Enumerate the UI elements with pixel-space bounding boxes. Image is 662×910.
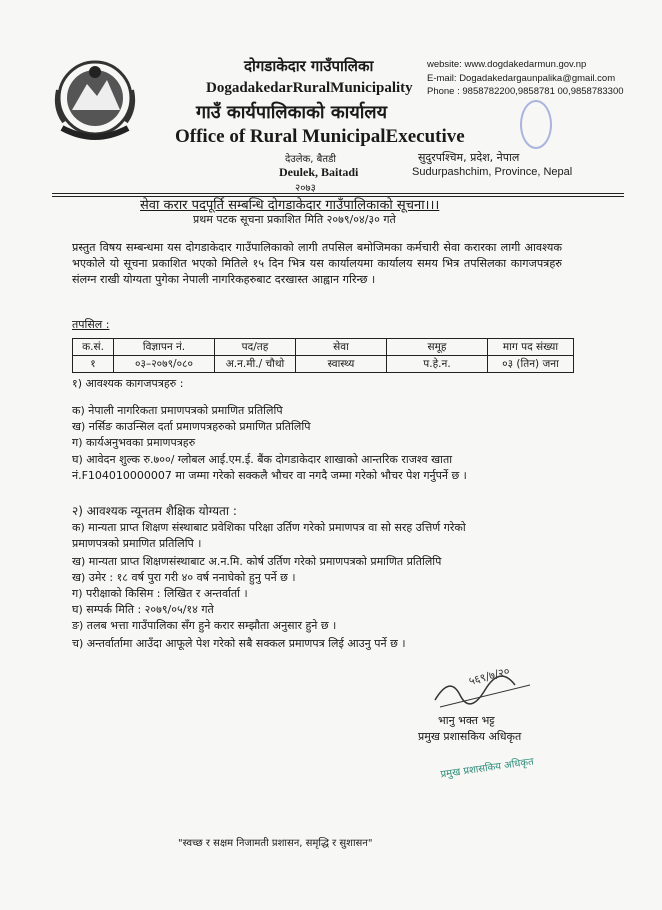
official-seal-text: प्रमुख प्रशासकिय अधिकृत [439, 756, 535, 781]
website-text: website: www.dogdakedarmun.gov.np [427, 59, 587, 70]
table-header-cell: माग पद संख्या [488, 339, 574, 356]
list-item: नं.F104010000007 मा जम्मा गरेको सक्कलै भौचर वा नगदै जम्मा गरेको भौचर पेश गर्नुपर्ने छ । [72, 469, 467, 482]
list-item: ग) कार्यअनुभवका प्रमाणपत्रहरु [72, 436, 196, 449]
list-item: घ) आवेदन शुल्क रु.७००/ ग्लोबल आई.एम.ई. बैंक दोगडाकेदार शाखाको आन्तरिक राजश्व खाता [72, 453, 453, 466]
established-year: २०७३ [295, 183, 316, 194]
notice-title: सेवा करार पदपूर्ति सम्बन्धि दोगडाकेदार गाउँपालिकाको सूचना।।। [140, 198, 440, 213]
list-item: ङ) तलब भत्ता गाउँपालिका सँग हुने करार सम्झौता अनुसार हुने छ । [72, 619, 337, 632]
list-item: क) मान्यता प्राप्त शिक्षण संस्थाबाट प्रवेशिका परिक्षा उर्तिण गरेको प्रमाणपत्र वा सो सरह उत्तिर्ण गरेको [72, 521, 466, 534]
list-item: च) अन्तर्वार्तामा आउँदा आफूले पेश गरेको सबै सक्कल प्रमाणपत्र लिई आउनु पर्ने छ । [72, 637, 406, 650]
municipality-name-english: DogadakedarRuralMunicipality [206, 80, 413, 96]
table-row [73, 356, 574, 373]
header-divider [52, 193, 624, 194]
tapsil-label: तपसिल : [72, 318, 110, 331]
table-header-row [73, 339, 574, 356]
office-name-english: Office of Rural MunicipalExecutive [175, 126, 465, 147]
section2-heading: २) आवश्यक न्यूनतम शैक्षिक योग्यता : [72, 504, 237, 518]
signatory-name: भानु भक्त भट्ट [438, 714, 495, 727]
list-item: प्रमाणपत्रको प्रमाणित प्रतिलिपि । [72, 537, 202, 550]
municipality-name-nepali: दोगडाकेदार गाउँपालिका [244, 57, 374, 75]
table-header-cell: सेवा [296, 339, 387, 356]
faint-stamp-mark [520, 100, 552, 149]
table-cell: प.हे.न. [387, 356, 488, 373]
municipality-emblem-logo [52, 50, 138, 150]
list-item: ख) उमेर : १८ वर्ष पुरा गरी ४० वर्ष ननाघेको हुनु पर्ने छ । [72, 571, 296, 584]
footer-motto: "स्वच्छ र सक्षम निजामती प्रशासन, समृद्धि र सुशासन" [178, 838, 373, 849]
table-cell: अ.न.मी./ चौथो [215, 356, 296, 373]
province-english: Sudurpashchim, Province, Nepal [412, 166, 573, 178]
phone-text: Phone : 9858782200,9858781 00,9858783300 [427, 86, 624, 97]
list-item: क) नेपाली नागरिकता प्रमाणपत्रको प्रमाणित प्रतिलिपि [72, 404, 283, 417]
table-header-cell: समूह [387, 339, 488, 356]
notice-paragraph: प्रस्तुत विषय सम्बन्धमा यस दोगडाकेदार गाउँपालिकाको लागी तपसिल बमोजिमका कर्मचारी सेवा करारका लागी आवश्यक भएकोले यो सूचना प्रकाशित भएको मितिले १५ दिन भित्र यस कार्यालयमा कार्यालय समय भित्र तपसिलका कागजपत्रहरु संलग्न राखी योग्यता पुगेका नेपाली नागरिकहरुबाट दरखास्त आह्वान गरिन्छ । [72, 241, 562, 286]
office-name-nepali: गाउँ कार्यपालिकाको कार्यालय [196, 102, 388, 123]
table-header-cell: क.सं. [73, 339, 114, 356]
province-nepali: सुदुरपश्चिम, प्रदेश, नेपाल [418, 151, 520, 164]
list-item: ग) परीक्षाको किसिम : लिखित र अन्तर्वार्ता । [72, 587, 248, 600]
table-cell: ०३–२०७९/०८० [114, 356, 215, 373]
table-cell: स्वास्थ्य [296, 356, 387, 373]
list-item: घ) सम्पर्क मिति : २०७९/०५/१४ गते [72, 603, 214, 616]
list-item: ख) नर्सिङ काउन्सिल दर्ता प्रमाणपत्रहरुको प्रमाणित प्रतिलिपि [72, 420, 311, 433]
handwritten-signature [430, 655, 540, 713]
signature-number-text: ५६९/७/२० [467, 664, 512, 688]
table-header-cell: पद/तह [215, 339, 296, 356]
address-english: Deulek, Baitadi [279, 165, 359, 179]
vacancy-table [72, 338, 574, 373]
signatory-title: प्रमुख प्रशासकिय अधिकृत [418, 730, 522, 743]
table-cell: १ [73, 356, 114, 373]
list-item: ख) मान्यता प्राप्त शिक्षणसंस्थाबाट अ.न.मि. कोर्ष उर्तिण गरेको प्रमाणपत्रको प्रमाणित प्रतिलिपि [72, 555, 442, 568]
section1-heading: १) आवश्यक कागजपत्रहरु : [72, 377, 184, 390]
notice-date: प्रथम पटक सूचना प्रकाशित मिति २०७९/०४/३० गते [193, 213, 396, 226]
table-cell: ०३ (तिन) जना [488, 356, 574, 373]
address-nepali: देउलेक, बैतडी [285, 154, 336, 165]
table-header-cell: विज्ञापन नं. [114, 339, 215, 356]
email-text: E-mail: Dogadakedargaunpalika@gmail.com [427, 73, 616, 84]
